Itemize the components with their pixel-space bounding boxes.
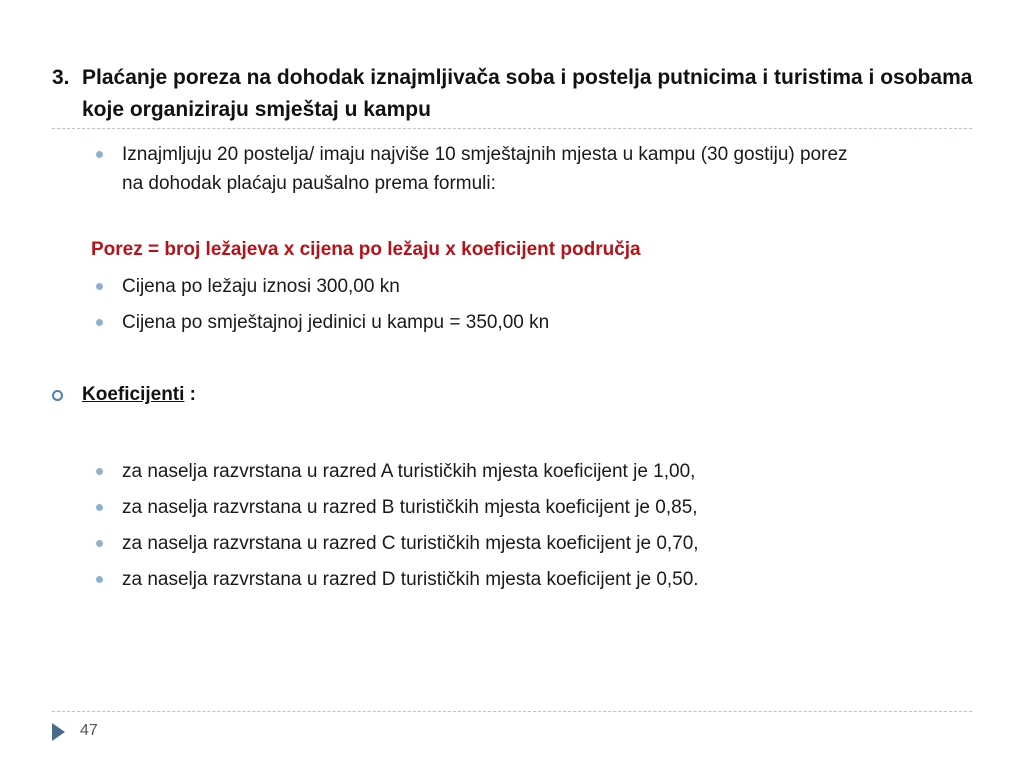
- ring-bullet-icon: [52, 390, 63, 401]
- slide-title: [52, 62, 1002, 126]
- title-number: 3.: [52, 66, 70, 89]
- coef-item-c: za naselja razvrstana u razred C turističkih mjesta koeficijent je 0,70,: [122, 533, 699, 554]
- page-number: 47: [80, 722, 98, 739]
- coef-item-b: za naselja razvrstana u razred B turističkih mjesta koeficijent je 0,85,: [122, 497, 698, 518]
- coefficients-heading: [82, 380, 196, 409]
- coef-item-d: za naselja razvrstana u razred D turističkih mjesta koeficijent je 0,50.: [122, 569, 699, 590]
- bullet-icon: [96, 576, 103, 583]
- coef-item-a: za naselja razvrstana u razred A turističkih mjesta koeficijent je 1,00,: [122, 461, 696, 482]
- top-divider: [52, 128, 972, 129]
- bullet-icon: [96, 319, 103, 326]
- tax-formula: Porez = broj ležajeva x cijena po ležaju x koeficijent područja: [91, 239, 641, 260]
- bullet-icon: [96, 151, 103, 158]
- play-arrow-icon: [52, 723, 65, 741]
- bottom-divider: [52, 711, 972, 712]
- intro-bullet-line2: na dohodak plaćaju paušalno prema formuli:: [122, 173, 496, 194]
- intro-bullet-line1: Iznajmljuju 20 postelja/ imaju najviše 10 smještajnih mjesta u kampu (30 gostiju) porez: [122, 144, 848, 165]
- price-bullet-camp: Cijena po smještajnoj jedinici u kampu = 350,00 kn: [122, 312, 550, 333]
- coefficients-heading-label: Koeficijenti: [82, 384, 185, 405]
- bullet-icon: [96, 504, 103, 511]
- title-text: Plaćanje poreza na dohodak iznajmljivača soba i postelja putnicima i turistima i osobama koje organiziraju smještaj u kampu: [82, 66, 973, 121]
- bullet-icon: [96, 540, 103, 547]
- bullet-icon: [96, 283, 103, 290]
- price-bullet-bed: Cijena po ležaju iznosi 300,00 kn: [122, 276, 400, 297]
- coefficients-heading-colon: :: [184, 384, 197, 405]
- bullet-icon: [96, 468, 103, 475]
